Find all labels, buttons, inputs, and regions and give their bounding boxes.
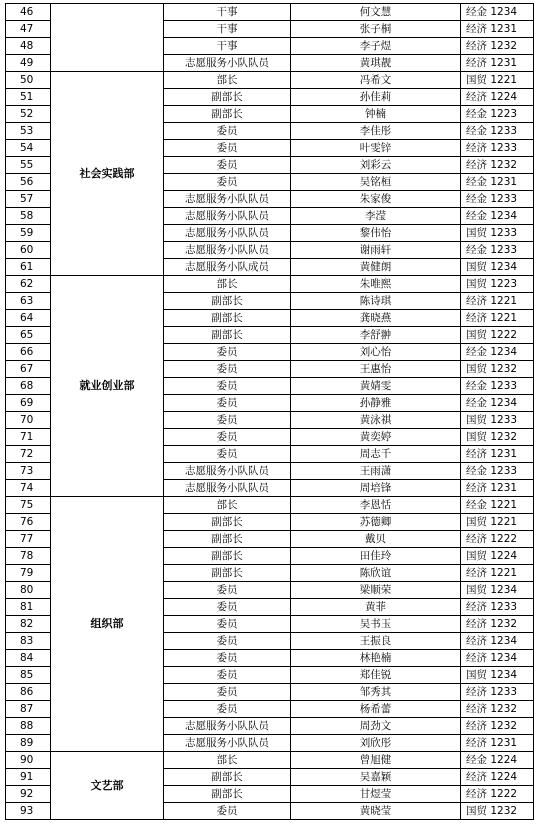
position-cell: 志愿服务小队队员 — [164, 208, 291, 225]
row-number: 87 — [6, 701, 51, 718]
class-cell: 经金 1234 — [461, 208, 534, 225]
department-cell: 社会实践部 — [51, 72, 164, 276]
position-cell: 部长 — [164, 276, 291, 293]
name-cell: 吴嘉颖 — [291, 769, 461, 786]
position-cell: 志愿服务小队队员 — [164, 463, 291, 480]
class-cell: 经金 1221 — [461, 497, 534, 514]
table-row — [6, 72, 534, 89]
row-number: 68 — [6, 378, 51, 395]
department-cell: 文艺部 — [51, 752, 164, 820]
class-cell: 经济 1234 — [461, 650, 534, 667]
class-cell: 国贸 1234 — [461, 667, 534, 684]
row-number: 80 — [6, 582, 51, 599]
class-cell: 经济 1222 — [461, 531, 534, 548]
name-cell: 陈诗琪 — [291, 293, 461, 310]
row-number: 75 — [6, 497, 51, 514]
position-cell: 委员 — [164, 582, 291, 599]
position-cell: 干事 — [164, 21, 291, 38]
name-cell: 吴铭桓 — [291, 174, 461, 191]
name-cell: 周培锋 — [291, 480, 461, 497]
name-cell: 林艳楠 — [291, 650, 461, 667]
row-number: 77 — [6, 531, 51, 548]
position-cell: 委员 — [164, 344, 291, 361]
name-cell: 龚晓燕 — [291, 310, 461, 327]
name-cell: 黄健朗 — [291, 259, 461, 276]
position-cell: 委员 — [164, 650, 291, 667]
position-cell: 委员 — [164, 361, 291, 378]
row-number: 69 — [6, 395, 51, 412]
position-cell: 志愿服务小队队员 — [164, 55, 291, 72]
name-cell: 黄奕婷 — [291, 429, 461, 446]
position-cell: 副部长 — [164, 293, 291, 310]
class-cell: 经济 1232 — [461, 38, 534, 55]
class-cell: 经济 1221 — [461, 293, 534, 310]
class-cell: 国贸 1233 — [461, 225, 534, 242]
position-cell: 部长 — [164, 72, 291, 89]
position-cell: 志愿服务小队队员 — [164, 480, 291, 497]
name-cell: 李舒翀 — [291, 327, 461, 344]
row-number: 84 — [6, 650, 51, 667]
name-cell: 曾旭健 — [291, 752, 461, 769]
row-number: 93 — [6, 803, 51, 820]
name-cell: 周劲文 — [291, 718, 461, 735]
position-cell: 副部长 — [164, 89, 291, 106]
row-number: 71 — [6, 429, 51, 446]
class-cell: 经济 1232 — [461, 701, 534, 718]
department-cell: 组织部 — [51, 497, 164, 752]
class-cell: 经金 1223 — [461, 106, 534, 123]
position-cell: 志愿服务小队成员 — [164, 259, 291, 276]
name-cell: 郑佳锐 — [291, 667, 461, 684]
position-cell: 干事 — [164, 4, 291, 21]
name-cell: 王惠怡 — [291, 361, 461, 378]
row-number: 63 — [6, 293, 51, 310]
class-cell: 经济 1231 — [461, 735, 534, 752]
name-cell: 谢雨轩 — [291, 242, 461, 259]
position-cell: 志愿服务小队队员 — [164, 191, 291, 208]
name-cell: 田佳玲 — [291, 548, 461, 565]
class-cell: 经济 1234 — [461, 633, 534, 650]
position-cell: 委员 — [164, 429, 291, 446]
name-cell: 钟楠 — [291, 106, 461, 123]
row-number: 90 — [6, 752, 51, 769]
name-cell: 黄晓莹 — [291, 803, 461, 820]
class-cell: 经济 1231 — [461, 21, 534, 38]
name-cell: 冯希文 — [291, 72, 461, 89]
row-number: 72 — [6, 446, 51, 463]
row-number: 58 — [6, 208, 51, 225]
position-cell: 委员 — [164, 633, 291, 650]
row-number: 51 — [6, 89, 51, 106]
row-number: 66 — [6, 344, 51, 361]
row-number: 52 — [6, 106, 51, 123]
position-cell: 部长 — [164, 752, 291, 769]
row-number: 60 — [6, 242, 51, 259]
row-number: 61 — [6, 259, 51, 276]
class-cell: 经金 1224 — [461, 752, 534, 769]
name-cell: 王振良 — [291, 633, 461, 650]
table-row — [6, 276, 534, 293]
class-cell: 经济 1232 — [461, 616, 534, 633]
row-number: 70 — [6, 412, 51, 429]
row-number: 74 — [6, 480, 51, 497]
class-cell: 经金 1233 — [461, 242, 534, 259]
row-number: 79 — [6, 565, 51, 582]
position-cell: 志愿服务小队队员 — [164, 225, 291, 242]
position-cell: 副部长 — [164, 327, 291, 344]
class-cell: 经金 1233 — [461, 378, 534, 395]
class-cell: 经济 1224 — [461, 769, 534, 786]
name-cell: 叶雯锌 — [291, 140, 461, 157]
name-cell: 黄泳祺 — [291, 412, 461, 429]
class-cell: 经济 1233 — [461, 140, 534, 157]
row-number: 67 — [6, 361, 51, 378]
name-cell: 黄琪靓 — [291, 55, 461, 72]
class-cell: 经济 1231 — [461, 480, 534, 497]
row-number: 86 — [6, 684, 51, 701]
position-cell: 委员 — [164, 446, 291, 463]
name-cell: 吴书玉 — [291, 616, 461, 633]
name-cell: 黄婧雯 — [291, 378, 461, 395]
name-cell: 王雨潇 — [291, 463, 461, 480]
name-cell: 杨希蕾 — [291, 701, 461, 718]
class-cell: 经济 1224 — [461, 89, 534, 106]
row-number: 46 — [6, 4, 51, 21]
position-cell: 委员 — [164, 412, 291, 429]
class-cell: 经济 1222 — [461, 786, 534, 803]
name-cell: 孙静雅 — [291, 395, 461, 412]
position-cell: 委员 — [164, 599, 291, 616]
class-cell: 国贸 1221 — [461, 72, 534, 89]
department-cell — [51, 4, 164, 72]
class-cell: 经金 1231 — [461, 174, 534, 191]
row-number: 88 — [6, 718, 51, 735]
position-cell: 副部长 — [164, 106, 291, 123]
department-cell: 就业创业部 — [51, 276, 164, 497]
class-cell: 经济 1231 — [461, 446, 534, 463]
position-cell: 委员 — [164, 174, 291, 191]
class-cell: 国贸 1234 — [461, 582, 534, 599]
name-cell: 张子桐 — [291, 21, 461, 38]
position-cell: 委员 — [164, 378, 291, 395]
table-row — [6, 752, 534, 769]
name-cell: 戴贝 — [291, 531, 461, 548]
row-number: 56 — [6, 174, 51, 191]
name-cell: 苏德卿 — [291, 514, 461, 531]
position-cell: 副部长 — [164, 786, 291, 803]
position-cell: 委员 — [164, 140, 291, 157]
name-cell: 邹秀其 — [291, 684, 461, 701]
name-cell: 梁顺荣 — [291, 582, 461, 599]
position-cell: 志愿服务小队队员 — [164, 735, 291, 752]
row-number: 85 — [6, 667, 51, 684]
row-number: 76 — [6, 514, 51, 531]
class-cell: 国贸 1221 — [461, 514, 534, 531]
class-cell: 国贸 1233 — [461, 412, 534, 429]
row-number: 49 — [6, 55, 51, 72]
row-number: 78 — [6, 548, 51, 565]
row-number: 65 — [6, 327, 51, 344]
row-number: 59 — [6, 225, 51, 242]
class-cell: 国贸 1232 — [461, 361, 534, 378]
row-number: 82 — [6, 616, 51, 633]
name-cell: 黎伟怡 — [291, 225, 461, 242]
class-cell: 国贸 1223 — [461, 276, 534, 293]
name-cell: 孙佳莉 — [291, 89, 461, 106]
position-cell: 委员 — [164, 684, 291, 701]
class-cell: 经济 1232 — [461, 718, 534, 735]
row-number: 53 — [6, 123, 51, 140]
roster-body — [6, 4, 534, 820]
name-cell: 何文慧 — [291, 4, 461, 21]
position-cell: 副部长 — [164, 310, 291, 327]
row-number: 73 — [6, 463, 51, 480]
row-number: 48 — [6, 38, 51, 55]
class-cell: 经济 1233 — [461, 599, 534, 616]
position-cell: 委员 — [164, 157, 291, 174]
position-cell: 副部长 — [164, 548, 291, 565]
class-cell: 经金 1233 — [461, 123, 534, 140]
position-cell: 委员 — [164, 616, 291, 633]
position-cell: 委员 — [164, 395, 291, 412]
class-cell: 国贸 1234 — [461, 259, 534, 276]
position-cell: 志愿服务小队队员 — [164, 242, 291, 259]
class-cell: 经济 1231 — [461, 55, 534, 72]
name-cell: 李滢 — [291, 208, 461, 225]
class-cell: 经金 1234 — [461, 395, 534, 412]
row-number: 50 — [6, 72, 51, 89]
position-cell: 志愿服务小队队员 — [164, 718, 291, 735]
position-cell: 委员 — [164, 701, 291, 718]
member-roster-table — [5, 3, 534, 820]
name-cell: 李恩恬 — [291, 497, 461, 514]
row-number: 81 — [6, 599, 51, 616]
table-row — [6, 497, 534, 514]
class-cell: 经金 1234 — [461, 344, 534, 361]
position-cell: 委员 — [164, 667, 291, 684]
class-cell: 国贸 1224 — [461, 548, 534, 565]
name-cell: 朱家俊 — [291, 191, 461, 208]
position-cell: 委员 — [164, 803, 291, 820]
row-number: 64 — [6, 310, 51, 327]
position-cell: 部长 — [164, 497, 291, 514]
row-number: 54 — [6, 140, 51, 157]
row-number: 92 — [6, 786, 51, 803]
position-cell: 副部长 — [164, 565, 291, 582]
class-cell: 经金 1233 — [461, 463, 534, 480]
row-number: 91 — [6, 769, 51, 786]
class-cell: 经济 1221 — [461, 565, 534, 582]
name-cell: 甘煜莹 — [291, 786, 461, 803]
class-cell: 经金 1233 — [461, 191, 534, 208]
class-cell: 国贸 1222 — [461, 327, 534, 344]
name-cell: 李子煜 — [291, 38, 461, 55]
position-cell: 干事 — [164, 38, 291, 55]
row-number: 62 — [6, 276, 51, 293]
name-cell: 周志千 — [291, 446, 461, 463]
table-row — [6, 4, 534, 21]
position-cell: 副部长 — [164, 769, 291, 786]
name-cell: 刘心怡 — [291, 344, 461, 361]
row-number: 83 — [6, 633, 51, 650]
name-cell: 黄菲 — [291, 599, 461, 616]
name-cell: 李佳彤 — [291, 123, 461, 140]
position-cell: 副部长 — [164, 514, 291, 531]
name-cell: 陈欣谊 — [291, 565, 461, 582]
row-number: 55 — [6, 157, 51, 174]
row-number: 89 — [6, 735, 51, 752]
class-cell: 国贸 1232 — [461, 429, 534, 446]
class-cell: 经金 1234 — [461, 4, 534, 21]
position-cell: 副部长 — [164, 531, 291, 548]
position-cell: 委员 — [164, 123, 291, 140]
class-cell: 经济 1221 — [461, 310, 534, 327]
class-cell: 经济 1233 — [461, 684, 534, 701]
class-cell: 经济 1232 — [461, 157, 534, 174]
row-number: 57 — [6, 191, 51, 208]
name-cell: 刘欣彤 — [291, 735, 461, 752]
class-cell: 国贸 1232 — [461, 803, 534, 820]
name-cell: 朱唯熙 — [291, 276, 461, 293]
name-cell: 刘彩云 — [291, 157, 461, 174]
row-number: 47 — [6, 21, 51, 38]
